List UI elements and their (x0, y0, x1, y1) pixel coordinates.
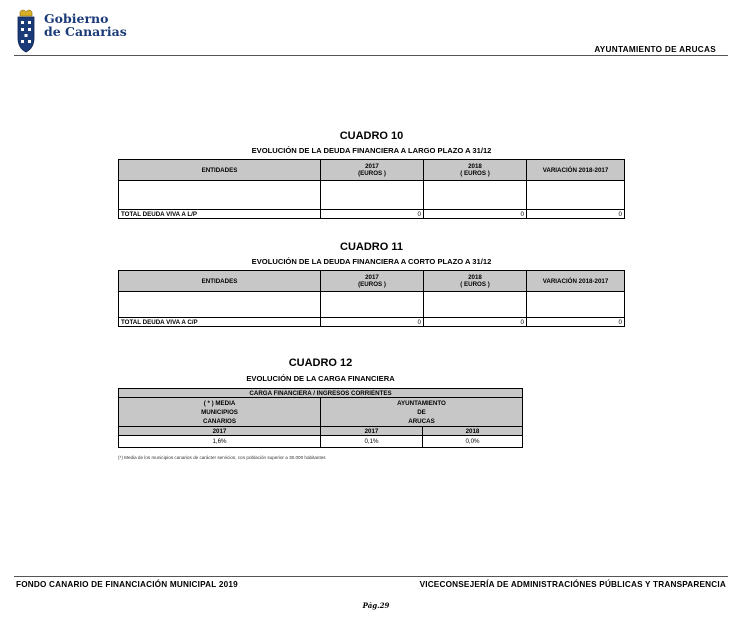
ayuntamiento-header-3: ARUCAS (408, 417, 435, 425)
year-media: 2017 (119, 427, 321, 436)
col-2017-year: 2017 (365, 274, 379, 281)
cuadro10-table (118, 159, 625, 219)
col-2017-year: 2017 (365, 163, 379, 170)
year-2017: 2017 (321, 427, 423, 436)
media-header-3: CANARIOS (202, 417, 236, 425)
page-number: Pág.29 (362, 601, 390, 610)
media-header (119, 398, 321, 427)
total-variacion: 0 (527, 318, 625, 327)
footer-right: VICECONSEJERÍA DE ADMINISTRACIÓNES PÚBLICAS Y TRANSPARENCIA (419, 580, 726, 589)
cuadro11-table (118, 270, 625, 327)
col-entidades: ENTIDADES (119, 271, 321, 292)
col-2017-unit: (EUROS ) (358, 170, 386, 177)
media-header-2: MUNICIPIOS (201, 408, 238, 416)
col-variacion: VARIACIÓN 2018-2017 (527, 160, 625, 181)
ayuntamiento-header (321, 398, 523, 427)
logo-line-2: de Canarias (44, 24, 127, 39)
cuadro10-title: CUADRO 10 (339, 130, 404, 142)
total-2017: 0 (321, 210, 424, 219)
cuadro10-subtitle: EVOLUCIÓN DE LA DEUDA FINANCIERA A LARGO PLAZO A 31/12 (251, 146, 492, 155)
logo-line-1: Gobierno (44, 11, 109, 26)
table-row (119, 292, 625, 318)
coat-of-arms-icon (18, 10, 34, 52)
table-row (119, 181, 625, 210)
col-2017 (321, 160, 424, 181)
total-2018: 0 (424, 318, 527, 327)
col-2018-year: 2018 (468, 163, 482, 170)
cuadro11-subtitle: EVOLUCIÓN DE LA DEUDA FINANCIERA A CORTO PLAZO A 31/12 (251, 257, 492, 266)
ayuntamiento-header-2: DE (417, 408, 426, 416)
cuadro12-subtitle: EVOLUCIÓN DE LA CARGA FINANCIERA (246, 374, 395, 383)
logo-text (44, 12, 127, 38)
total-label: TOTAL DEUDA VIVA A C/P (119, 318, 321, 327)
total-2017: 0 (321, 318, 424, 327)
col-2018-unit: ( EUROS ) (460, 170, 490, 177)
header-divider (14, 55, 728, 56)
col-2017 (321, 271, 424, 292)
col-2017-unit: (EUROS ) (358, 281, 386, 288)
cuadro12-title: CUADRO 12 (288, 357, 353, 369)
footer-left: FONDO CANARIO DE FINANCIACIÓN MUNICIPAL 2019 (16, 580, 238, 589)
col-entidades: ENTIDADES (119, 160, 321, 181)
year-2018: 2018 (423, 427, 523, 436)
total-row (119, 318, 625, 327)
value-2018: 0,0% (423, 436, 523, 448)
col-2018 (424, 271, 527, 292)
cuadro12-table (118, 388, 523, 448)
col-variacion: VARIACIÓN 2018-2017 (527, 271, 625, 292)
total-label: TOTAL DEUDA VIVA A L/P (119, 210, 321, 219)
cuadro12-header: CARGA FINANCIERA / INGRESOS CORRIENTES (119, 389, 523, 398)
cuadro12-footnote: (*) Media de los municipios canarios de carácter servicios, con población superior a 30.000 habitantes (118, 455, 326, 460)
footer-divider (14, 576, 728, 577)
value-2017: 0,1% (321, 436, 423, 448)
col-2018-unit: ( EUROS ) (460, 281, 490, 288)
media-header-1: ( * ) MEDIA (203, 399, 236, 407)
total-row (119, 210, 625, 219)
total-variacion: 0 (527, 210, 625, 219)
total-2018: 0 (424, 210, 527, 219)
cuadro11-title: CUADRO 11 (340, 241, 403, 253)
ayuntamiento-header-1: AYUNTAMIENTO (397, 399, 446, 407)
table-row (119, 436, 523, 448)
col-2018 (424, 160, 527, 181)
header-entity: AYUNTAMIENTO DE ARUCAS (594, 45, 716, 54)
col-2018-year: 2018 (468, 274, 482, 281)
value-media: 1,6% (119, 436, 321, 448)
